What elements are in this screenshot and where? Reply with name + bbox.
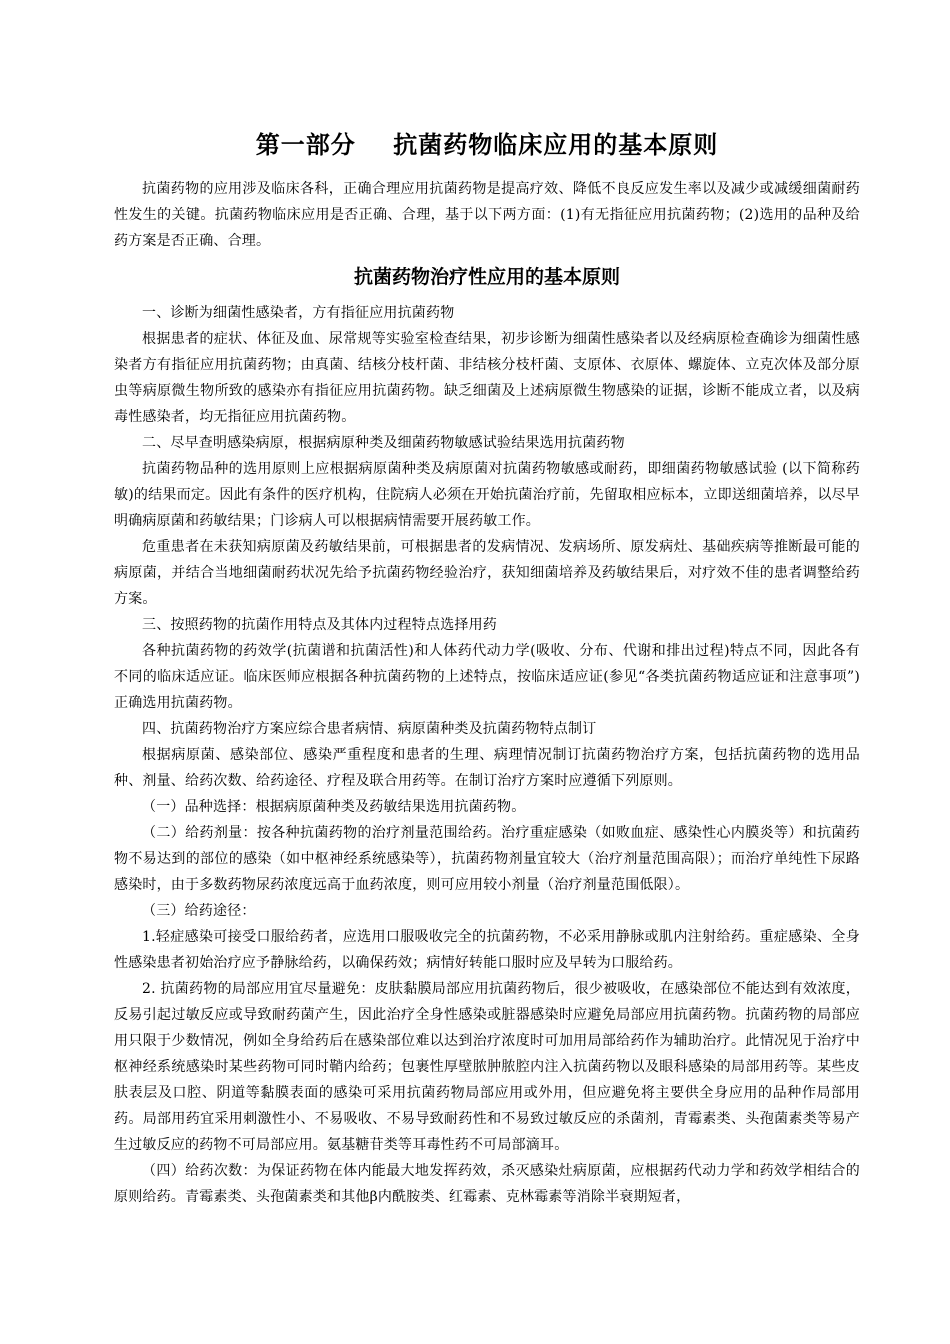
body-paragraph: 危重患者在未获知病原菌及药敏结果前，可根据患者的发病情况、发病场所、原发病灶、基础疾病等推断最可能的病原菌，并结合当地细菌耐药状况先给予抗菌药物经验治疗，获知细菌培养及药敏结果后，对疗效不佳的患者调整给药方案。 bbox=[114, 539, 860, 607]
section-title: 抗菌药物治疗性应用的基本原则 bbox=[353, 266, 620, 288]
heading-principle-2: 二、尽早查明感染病原，根据病原种类及细菌药物敏感试验结果选用抗菌药物 bbox=[142, 435, 625, 451]
subitem-route: （三）给药途径： bbox=[142, 903, 256, 919]
intro-paragraph: 抗菌药物的应用涉及临床各科，正确合理应用抗菌药物是提高疗效、降低不良反应发生率以及减少或减缓细菌耐药性发生的关键。抗菌药物临床应用是否正确、合理，基于以下两方面：(1)有无指征应用抗菌药物；(2)选用的品种及给药方案是否正确、合理。 bbox=[114, 181, 860, 249]
route-item-1: 1.轻症感染可接受口服给药者，应选用口服吸收完全的抗菌药物，不必采用静脉或肌内注射给药。重症感染、全身性感染患者初始治疗应予静脉给药，以确保药效；病情好转能口服时应及早转为口服给药。 bbox=[114, 929, 860, 971]
route-item-2: 2. 抗菌药物的局部应用宜尽量避免：皮肤黏膜局部应用抗菌药物后，很少被吸收，在感染部位不能达到有效浓度，反易引起过敏反应或导致耐药菌产生，因此治疗全身性感染或脏器感染时应避免局部应用抗菌药物。抗菌药物的局部应用只限于少数情况，例如全身给药后在感染部位难以达到治疗浓度时可加用局部给药作为辅助治疗。此情况见于治疗中枢神经系统感染时某些药物可同时鞘内给药；包裹性厚壁脓肿脓腔内注入抗菌药物以及眼科感染的局部用药等。某些皮肤表层及口腔、阴道等黏膜表面的感染可采用抗菌药物局部应用或外用，但应避免将主要供全身应用的品种作局部用药。局部用药宜采用刺激性小、不易吸收、不易导致耐药性和不易致过敏反应的杀菌剂，青霉素类、头孢菌素类等易产生过敏反应的药物不可局部应用。氨基糖苷类等耳毒性药不可局部滴耳。 bbox=[114, 981, 860, 1153]
body-paragraph: 根据患者的症状、体征及血、尿常规等实验室检查结果，初步诊断为细菌性感染者以及经病原检查确诊为细菌性感染者方有指征应用抗菌药物；由真菌、结核分枝杆菌、非结核分枝杆菌、支原体、衣原体、螺旋体、立克次体及部分原虫等病原微生物所致的感染亦有指征应用抗菌药物。缺乏细菌及上述病原微生物感染的证据，诊断不能成立者，以及病毒性感染者，均无指征应用抗菌药物。 bbox=[114, 331, 860, 425]
subitem-variety-selection: （一）品种选择：根据病原菌种类及药敏结果选用抗菌药物。 bbox=[142, 799, 526, 815]
subitem-frequency: （四）给药次数：为保证药物在体内能最大地发挥药效，杀灭感染灶病原菌，应根据药代动力学和药效学相结合的原则给药。青霉素类、头孢菌素类和其他β内酰胺类、红霉素、克林霉素等消除半衰期短者， bbox=[114, 1163, 860, 1205]
page-title: 第一部分 抗菌药物临床应用的基本原则 bbox=[255, 131, 719, 159]
body-paragraph: 根据病原菌、感染部位、感染严重程度和患者的生理、病理情况制订抗菌药物治疗方案，包括抗菌药物的选用品种、剂量、给药次数、给药途径、疗程及联合用药等。在制订治疗方案时应遵循下列原则。 bbox=[114, 747, 860, 789]
body-paragraph: 抗菌药物品种的选用原则上应根据病原菌种类及病原菌对抗菌药物敏感或耐药，即细菌药物敏感试验 (以下简称药敏)的结果而定。因此有条件的医疗机构，住院病人必须在开始抗菌治疗前，先留取相应标本，立即送细菌培养，以尽早明确病原菌和药敏结果；门诊病人可以根据病情需要开展药敏工作。 bbox=[114, 461, 860, 529]
body-paragraph: 各种抗菌药物的药效学(抗菌谱和抗菌活性)和人体药代动力学(吸收、分布、代谢和排出过程)特点不同，因此各有不同的临床适应证。临床医师应根据各种抗菌药物的上述特点，按临床适应证(参见“各类抗菌药物适应证和注意事项”)正确选用抗菌药物。 bbox=[114, 643, 860, 711]
heading-principle-1: 一、诊断为细菌性感染者，方有指征应用抗菌药物 bbox=[142, 305, 455, 321]
heading-principle-4: 四、抗菌药物治疗方案应综合患者病情、病原菌种类及抗菌药物特点制订 bbox=[142, 721, 597, 737]
heading-principle-3: 三、按照药物的抗菌作用特点及其体内过程特点选择用药 bbox=[142, 617, 497, 633]
subitem-dosage: （二）给药剂量：按各种抗菌药物的治疗剂量范围给药。治疗重症感染（如败血症、感染性心内膜炎等）和抗菌药物不易达到的部位的感染（如中枢神经系统感染等），抗菌药物剂量宜较大（治疗剂量范围高限）；而治疗单纯性下尿路感染时，由于多数药物尿药浓度远高于血药浓度，则可应用较小剂量（治疗剂量范围低限）。 bbox=[114, 825, 860, 893]
